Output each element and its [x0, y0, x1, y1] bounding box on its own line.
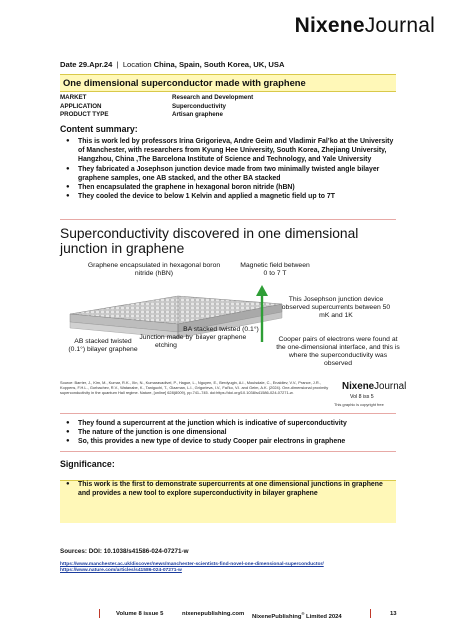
footer-limited: Limited 2024: [304, 613, 342, 620]
date-value: 29.Apr.24: [78, 60, 113, 69]
footer-publisher-name: NixenePublishing: [252, 613, 302, 620]
separator: |: [116, 60, 119, 69]
figure-copyright: This graphic is copyright free: [334, 402, 384, 407]
source-links: [60, 562, 324, 575]
page-number: 13: [390, 611, 397, 617]
findings-list: [66, 419, 396, 447]
divider: [60, 219, 396, 220]
footer-volume: Volume 8 issue 5: [116, 611, 164, 617]
significance-heading: Significance:: [60, 459, 115, 469]
list-item: ● They cooled the device to below 1 Kelvin and applied a magnetic field up to 7T: [66, 192, 396, 201]
divider: [60, 451, 396, 452]
figure-brand-bold: Nixene: [342, 381, 375, 392]
figure-brand: [342, 381, 406, 392]
list-item: ● So, this provides a new type of device to study Cooper pair electrons in graphene: [66, 437, 396, 446]
footer-bar-right: [370, 609, 371, 618]
footer-reg-mark: ®: [301, 611, 305, 616]
label-observed-supercurrent: This Josephson junction device observed supercurrents between 50 mK and 1K: [281, 296, 391, 319]
significance-list: [66, 480, 396, 498]
label-cooper-pairs: Cooper pairs of electrons were found at the one-dimensional interface, and this is where the superconductivity was observed: [276, 336, 400, 367]
brand-bold: Nixene: [294, 14, 365, 37]
meta-key: MARKET: [60, 94, 87, 101]
list-item: ● This is work led by professors Irina Grigorieva, Andre Geim and Vladimir Fal’ko at the University of Manchester, with researchers from Kyung Hee University, South Korea, Zhejiang University, Hangzhou, China ,The Barcelona Institute of Science and Technology, and Yale University: [66, 137, 396, 165]
footer-bar-left: [99, 609, 100, 618]
date-label: Date: [60, 60, 77, 69]
figure-brand-light: Journal: [374, 381, 407, 392]
source-link-nature[interactable]: https://www.nature.com/articles/s41586-024-07271-w: [60, 568, 182, 574]
figure-volume: Vol 8 iss 5: [350, 394, 374, 400]
figure-title: Superconductivity discovered in one dimensional junction in graphene: [60, 226, 359, 256]
label-hbn: Graphene encapsulated in hexagonal boron nitride (hBN): [87, 262, 221, 277]
meta-table: [60, 94, 253, 120]
list-item: ● The nature of the junction is one dimensional: [66, 428, 396, 437]
meta-value: Research and Development: [172, 94, 254, 101]
footer-site: nixenepublishing.com: [182, 611, 245, 617]
label-magnetic-field: Magnetic field between 0 to 7 T: [240, 262, 310, 277]
meta-value: Artisan graphene: [172, 111, 223, 119]
list-item: ● Then encapsulated the graphene in hexagonal boron nitride (hBN): [66, 183, 396, 192]
meta-key: PRODUCT TYPE: [60, 111, 109, 119]
location-value: China, Spain, South Korea, UK, USA: [153, 60, 285, 69]
source-link-manchester[interactable]: https://www.manchester.ac.uk/discover/news/manchester-scientists-find-novel-one-dimensional-superconductor/: [60, 562, 324, 567]
list-item: ● They fabricated a Josephson junction device made from two minimally twisted angle bilayer graphene samples, one AB stacked, and the other BA stacked: [66, 165, 396, 183]
label-ab-stacked: AB stacked twisted (0.1°) bilayer graphene: [68, 338, 138, 353]
figure-source: Source: Barrier, J., Kim, M., Kumar, R.K., Xin, N., Kumaravadivel, P., Hague, L., Nguyen, E., Berdyugin, A.I., Moulsdale, C., Enaldiev, V.V., Prance, J.R., Koppens, F.H.L., Gorbachev, R.V., Watanabe, K., Taniguchi, T., Glazman, L.I., Grigorieva, I.V., Fal’ko, V.I. and Geim, A.K. (2024). One-dimensional proximity superconductivity in the quantum Hall regime. Nature, [online] 628(8009), pp.741–745. doi:https://doi.org/10.1038/s41586-024-07271-w.: [60, 380, 329, 395]
article-title-bar: [60, 74, 396, 92]
location-label: Location: [122, 60, 152, 69]
meta-key: APPLICATION: [60, 102, 102, 110]
dateline: [60, 60, 284, 69]
content-summary-heading: Content summary:: [60, 124, 138, 134]
list-item: ● They found a supercurrent at the junction which is indicative of superconductivity: [66, 419, 396, 428]
brand-light: Journal: [364, 14, 435, 37]
list-item: ● This work is the first to demonstrate supercurrents at one dimensional junctions in graphene and provides a new tool to explore superconductivity in bilayer graphene: [66, 480, 396, 498]
meta-value: Superconductivity: [172, 102, 226, 110]
journal-brand: [295, 14, 435, 38]
divider: [60, 413, 396, 414]
meta-row-product-type: [60, 111, 253, 120]
meta-row-market: [60, 94, 253, 103]
label-junction: Junction made by etching: [139, 334, 193, 349]
sources-line: Sources: DOI: 10.1038/s41586-024-07271-w: [60, 548, 189, 555]
content-summary-list: [66, 137, 396, 201]
meta-row-application: [60, 103, 253, 112]
label-ba-stacked: BA stacked twisted (0.1°) bilayer graphene: [183, 326, 259, 341]
footer-publisher: [252, 611, 342, 620]
article-title: One dimensional superconductor made with graphene: [63, 77, 306, 88]
